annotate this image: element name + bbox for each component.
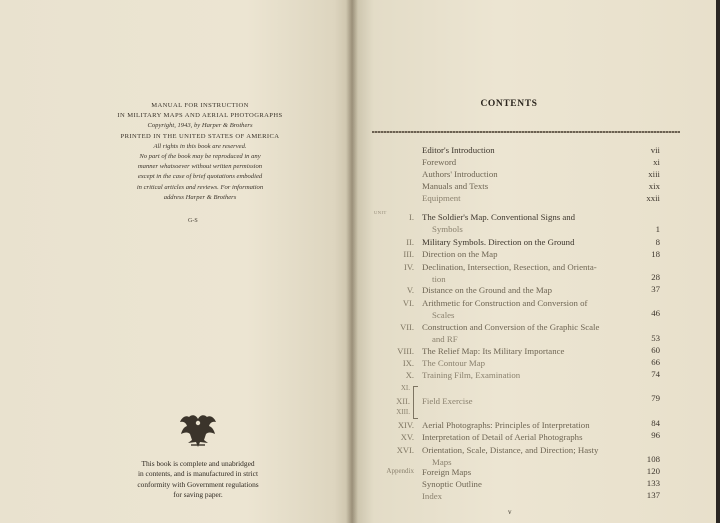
wartime-line: conformity with Government regulations	[137, 479, 259, 489]
toc-entry-title: Interpretation of Detail of Aerial Photographs	[422, 432, 583, 442]
toc-entry-title: Field Exercise	[422, 396, 473, 406]
printed-in-line: PRINTED IN THE UNITED STATES OF AMERICA	[120, 132, 280, 140]
page-folio: v	[508, 508, 512, 516]
toc-entry-title: Declination, Intersection, Resection, and Orienta-	[422, 262, 597, 272]
rights-line: No part of the book may be reproduced in any	[139, 153, 261, 161]
contents-title: CONTENTS	[480, 99, 538, 109]
toc-entry-page: 53	[651, 333, 660, 343]
toc-entry-title-cont: Maps	[432, 457, 452, 467]
toc-entry-title: Manuals and Texts	[422, 181, 489, 191]
toc-entry-page: xix	[648, 181, 660, 191]
book-gutter	[346, 0, 358, 523]
toc-entry-title-cont: and RF	[432, 334, 458, 344]
unit-number: XIII.	[396, 408, 410, 416]
wartime-notice	[108, 459, 288, 500]
rights-line: in critical articles and reviews. For information	[136, 183, 264, 191]
eagle-emblem-icon	[178, 413, 218, 449]
toc-entry-page: 28	[651, 272, 660, 282]
left-page	[0, 0, 352, 523]
toc-entry-title: Synoptic Outline	[422, 479, 482, 489]
unit-number: III.	[403, 249, 414, 259]
unit-number: I.	[409, 212, 414, 222]
unit-number: VII.	[400, 322, 414, 332]
toc-entry-page: vii	[650, 145, 660, 155]
toc-entry-page: 18	[651, 249, 660, 259]
toc-entry-title-cont: tion	[432, 274, 446, 284]
toc-entry-page: 8	[655, 237, 660, 247]
toc-entry-page: xxii	[646, 193, 660, 203]
toc-entry-title: The Soldier's Map. Conventional Signs and	[422, 212, 576, 222]
rights-line: address Harper & Brothers	[163, 193, 237, 201]
toc-entry-title: Authors' Introduction	[422, 169, 498, 179]
rights-line: manner whatsoever without written permission	[137, 163, 263, 171]
rights-line: except in the case of brief quotations embodied	[137, 173, 263, 181]
toc-entry-page: 74	[651, 369, 660, 379]
toc-entry-page: 84	[651, 418, 660, 428]
toc-entry-page: 96	[651, 430, 660, 440]
unit-number: VIII.	[397, 346, 414, 356]
book-title-line: MANUAL FOR INSTRUCTION	[151, 102, 249, 109]
toc-entry-title: Editor's Introduction	[422, 145, 495, 155]
unit-number: XV.	[400, 432, 414, 442]
wartime-line: for saving paper.	[173, 489, 223, 499]
toc-entry-page: xiii	[648, 169, 660, 179]
toc-entry-title: Training Film, Examination	[422, 370, 521, 380]
toc-entry-page: 133	[646, 478, 660, 488]
contents-rule	[372, 131, 680, 133]
toc-entry-title: Index	[422, 491, 443, 501]
unit-number: XIV.	[397, 420, 414, 430]
toc-entry-title: Military Symbols. Direction on the Ground	[422, 237, 575, 247]
unit-number: VI.	[402, 298, 414, 308]
unit-number: X.	[405, 370, 414, 380]
toc-entry-page: 60	[651, 345, 660, 355]
unit-number: IX.	[402, 358, 414, 368]
copyright-block	[100, 101, 300, 203]
unit-label: UNIT	[374, 210, 387, 215]
unit-number: II.	[406, 237, 414, 247]
copyright-line: Copyright, 1943, by Harper & Brothers	[147, 122, 253, 130]
toc-entry-page: xi	[653, 157, 660, 167]
toc-entry-title-cont: Symbols	[432, 224, 463, 234]
toc-entry-title: Equipment	[422, 193, 461, 203]
unit-number: IV.	[404, 262, 414, 272]
toc-entry-page: 66	[651, 357, 660, 367]
toc-entry-page: 108	[646, 454, 660, 464]
toc-entry-page: 37	[651, 284, 660, 294]
toc-entry-title: Arithmetic for Construction and Conversion of	[422, 298, 588, 308]
unit-number: V.	[406, 285, 414, 295]
toc-entry-page: 1	[655, 224, 660, 234]
appendix-label: Appendix	[386, 467, 414, 475]
toc-entry-page: 46	[651, 308, 660, 318]
unit-number: XII.	[396, 396, 410, 406]
unit-number: XVI.	[396, 445, 414, 455]
toc-entry-title: Foreword	[422, 157, 457, 167]
toc-entry-title: Construction and Conversion of the Graphic Scale	[422, 322, 600, 332]
toc-entry-page: 79	[651, 393, 660, 403]
toc-entry-title: Direction on the Map	[422, 249, 498, 259]
unit-number: XI.	[400, 384, 410, 392]
toc-entry-page: 137	[646, 490, 660, 500]
wartime-line: in contents, and is manufactured in strict	[137, 469, 259, 479]
print-code: G-S	[188, 218, 198, 224]
toc-entry-title-cont: Scales	[432, 310, 455, 320]
wartime-line: This book is complete and unabridged	[141, 459, 255, 468]
toc-entry-title: Foreign Maps	[422, 467, 472, 477]
unit-group-bracket	[413, 386, 418, 419]
toc-entry-title: Distance on the Ground and the Map	[422, 285, 552, 295]
book-title-line: IN MILITARY MAPS AND AERIAL PHOTOGRAPHS	[117, 112, 283, 120]
toc-entry-page: 120	[646, 466, 660, 476]
toc-entry-title: Aerial Photographs: Principles of Interpretation	[422, 420, 590, 430]
toc-entry-title: The Relief Map: Its Military Importance	[422, 346, 565, 356]
toc-entry-title: The Contour Map	[422, 358, 486, 368]
rights-line: All rights in this book are reserved.	[153, 142, 247, 150]
toc-entry-title: Orientation, Scale, Distance, and Direction; Hasty	[422, 445, 599, 455]
